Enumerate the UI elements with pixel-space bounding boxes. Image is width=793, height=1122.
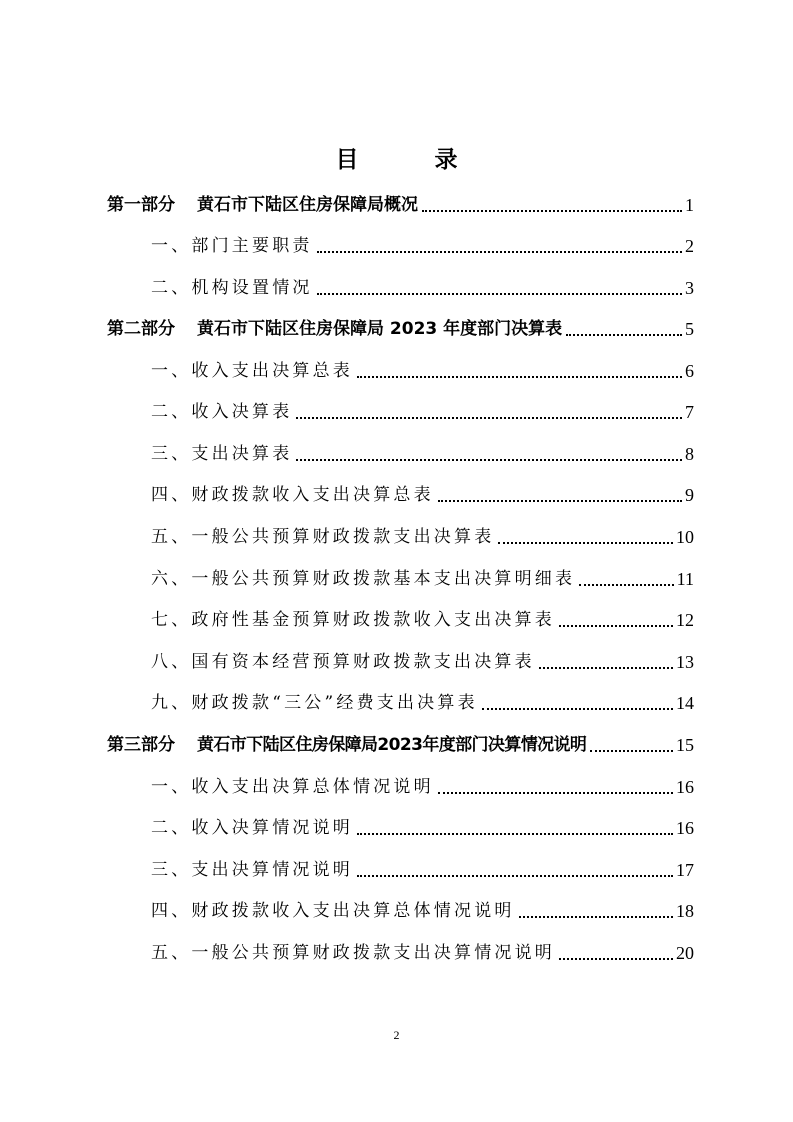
toc-page-number: 1 [685, 195, 694, 215]
dot-leader [559, 624, 673, 627]
toc-section-label: 九、财政拨款“三公”经费支出决算表 [151, 693, 478, 713]
toc-page-number: 18 [676, 901, 694, 921]
toc-section-label: 三、支出决算表 [151, 444, 293, 464]
toc-section-label: 四、财政拨款收入支出决算总体情况说明 [151, 901, 515, 921]
dot-leader [519, 915, 673, 918]
toc-section-label: 二、收入决算表 [151, 402, 293, 422]
dot-leader [559, 957, 673, 960]
toc-page-number: 8 [685, 444, 694, 464]
toc-part-3[interactable] [107, 732, 694, 758]
toc-page-number: 17 [676, 860, 694, 880]
toc-part-2[interactable] [107, 316, 694, 342]
toc-part-label: 第一部分 [107, 195, 175, 215]
toc-page-number: 11 [676, 569, 694, 589]
toc-section-2-3[interactable] [151, 441, 694, 467]
toc-part-title: 黄石市下陆区住房保障局 2023 年度部门决算表 [197, 319, 563, 339]
toc-section-label: 一、部门主要职责 [151, 236, 313, 256]
page-title: 目 录 [335, 146, 492, 173]
toc-section-label: 七、政府性基金预算财政拨款收入支出决算表 [151, 610, 555, 630]
toc-section-label: 三、支出决算情况说明 [151, 860, 353, 880]
toc-section-label: 八、国有资本经营预算财政拨款支出决算表 [151, 652, 535, 672]
toc-section-label: 四、财政拨款收入支出决算总表 [151, 485, 434, 505]
toc-part-1[interactable] [107, 192, 694, 218]
toc-section-2-4[interactable] [151, 482, 694, 508]
dot-leader [422, 209, 682, 212]
toc-part-title: 黄石市下陆区住房保障局概况 [197, 195, 418, 215]
toc-section-label: 一、收入支出决算总体情况说明 [151, 777, 434, 797]
toc-section-label: 五、一般公共预算财政拨款支出决算表 [151, 527, 495, 547]
toc-page-number: 16 [676, 818, 694, 838]
toc-page-number: 5 [685, 319, 694, 339]
dot-leader [357, 375, 682, 378]
dot-leader [438, 499, 682, 502]
dot-leader [482, 707, 673, 710]
toc-section-3-5[interactable] [151, 940, 694, 966]
dot-leader [317, 250, 682, 253]
toc-section-label: 六、一般公共预算财政拨款基本支出决算明细表 [151, 569, 576, 589]
toc-section-label: 五、一般公共预算财政拨款支出决算情况说明 [151, 943, 555, 963]
dot-leader [296, 416, 682, 419]
toc-page-number: 2 [685, 236, 694, 256]
toc-section-2-2[interactable] [151, 399, 694, 425]
dot-leader [590, 749, 673, 752]
dot-leader [296, 458, 682, 461]
toc-section-3-1[interactable] [151, 774, 694, 800]
toc-page-number: 14 [676, 693, 694, 713]
dot-leader [498, 541, 673, 544]
toc-section-label: 二、收入决算情况说明 [151, 818, 353, 838]
toc-page-number: 16 [676, 777, 694, 797]
toc-section-2-7[interactable] [151, 607, 694, 633]
toc-section-3-2[interactable] [151, 815, 694, 841]
toc-section-2-6[interactable] [151, 566, 694, 592]
toc-page-number: 20 [676, 943, 694, 963]
toc-section-2-1[interactable] [151, 358, 694, 384]
toc-part-title: 黄石市下陆区住房保障局2023年度部门决算情况说明 [197, 735, 587, 755]
toc-section-1-1[interactable] [151, 233, 694, 259]
toc-section-label: 一、收入支出决算总表 [151, 361, 353, 381]
toc-page-number: 13 [676, 652, 694, 672]
toc-section-2-5[interactable] [151, 524, 694, 550]
dot-leader [357, 832, 673, 835]
toc-page-number: 9 [685, 485, 694, 505]
toc-section-3-4[interactable] [151, 898, 694, 924]
toc-page-number: 12 [676, 610, 694, 630]
dot-leader [438, 791, 673, 794]
toc-section-2-9[interactable] [151, 690, 694, 716]
toc-section-1-2[interactable] [151, 275, 694, 301]
dot-leader [566, 333, 682, 336]
toc-section-2-8[interactable] [151, 649, 694, 675]
toc-page-number: 10 [676, 527, 694, 547]
toc-part-label: 第二部分 [107, 319, 175, 339]
dot-leader [317, 292, 682, 295]
toc-page-number: 7 [685, 402, 694, 422]
dot-leader [579, 583, 673, 586]
dot-leader [357, 874, 673, 877]
toc-page-number: 6 [685, 361, 694, 381]
toc-page-number: 3 [685, 278, 694, 298]
toc-section-3-3[interactable] [151, 857, 694, 883]
dot-leader [539, 666, 673, 669]
toc-section-label: 二、机构设置情况 [151, 278, 313, 298]
toc-part-label: 第三部分 [107, 735, 175, 755]
page-footer-number: 2 [393, 1028, 400, 1042]
toc-page-number: 15 [676, 735, 694, 755]
